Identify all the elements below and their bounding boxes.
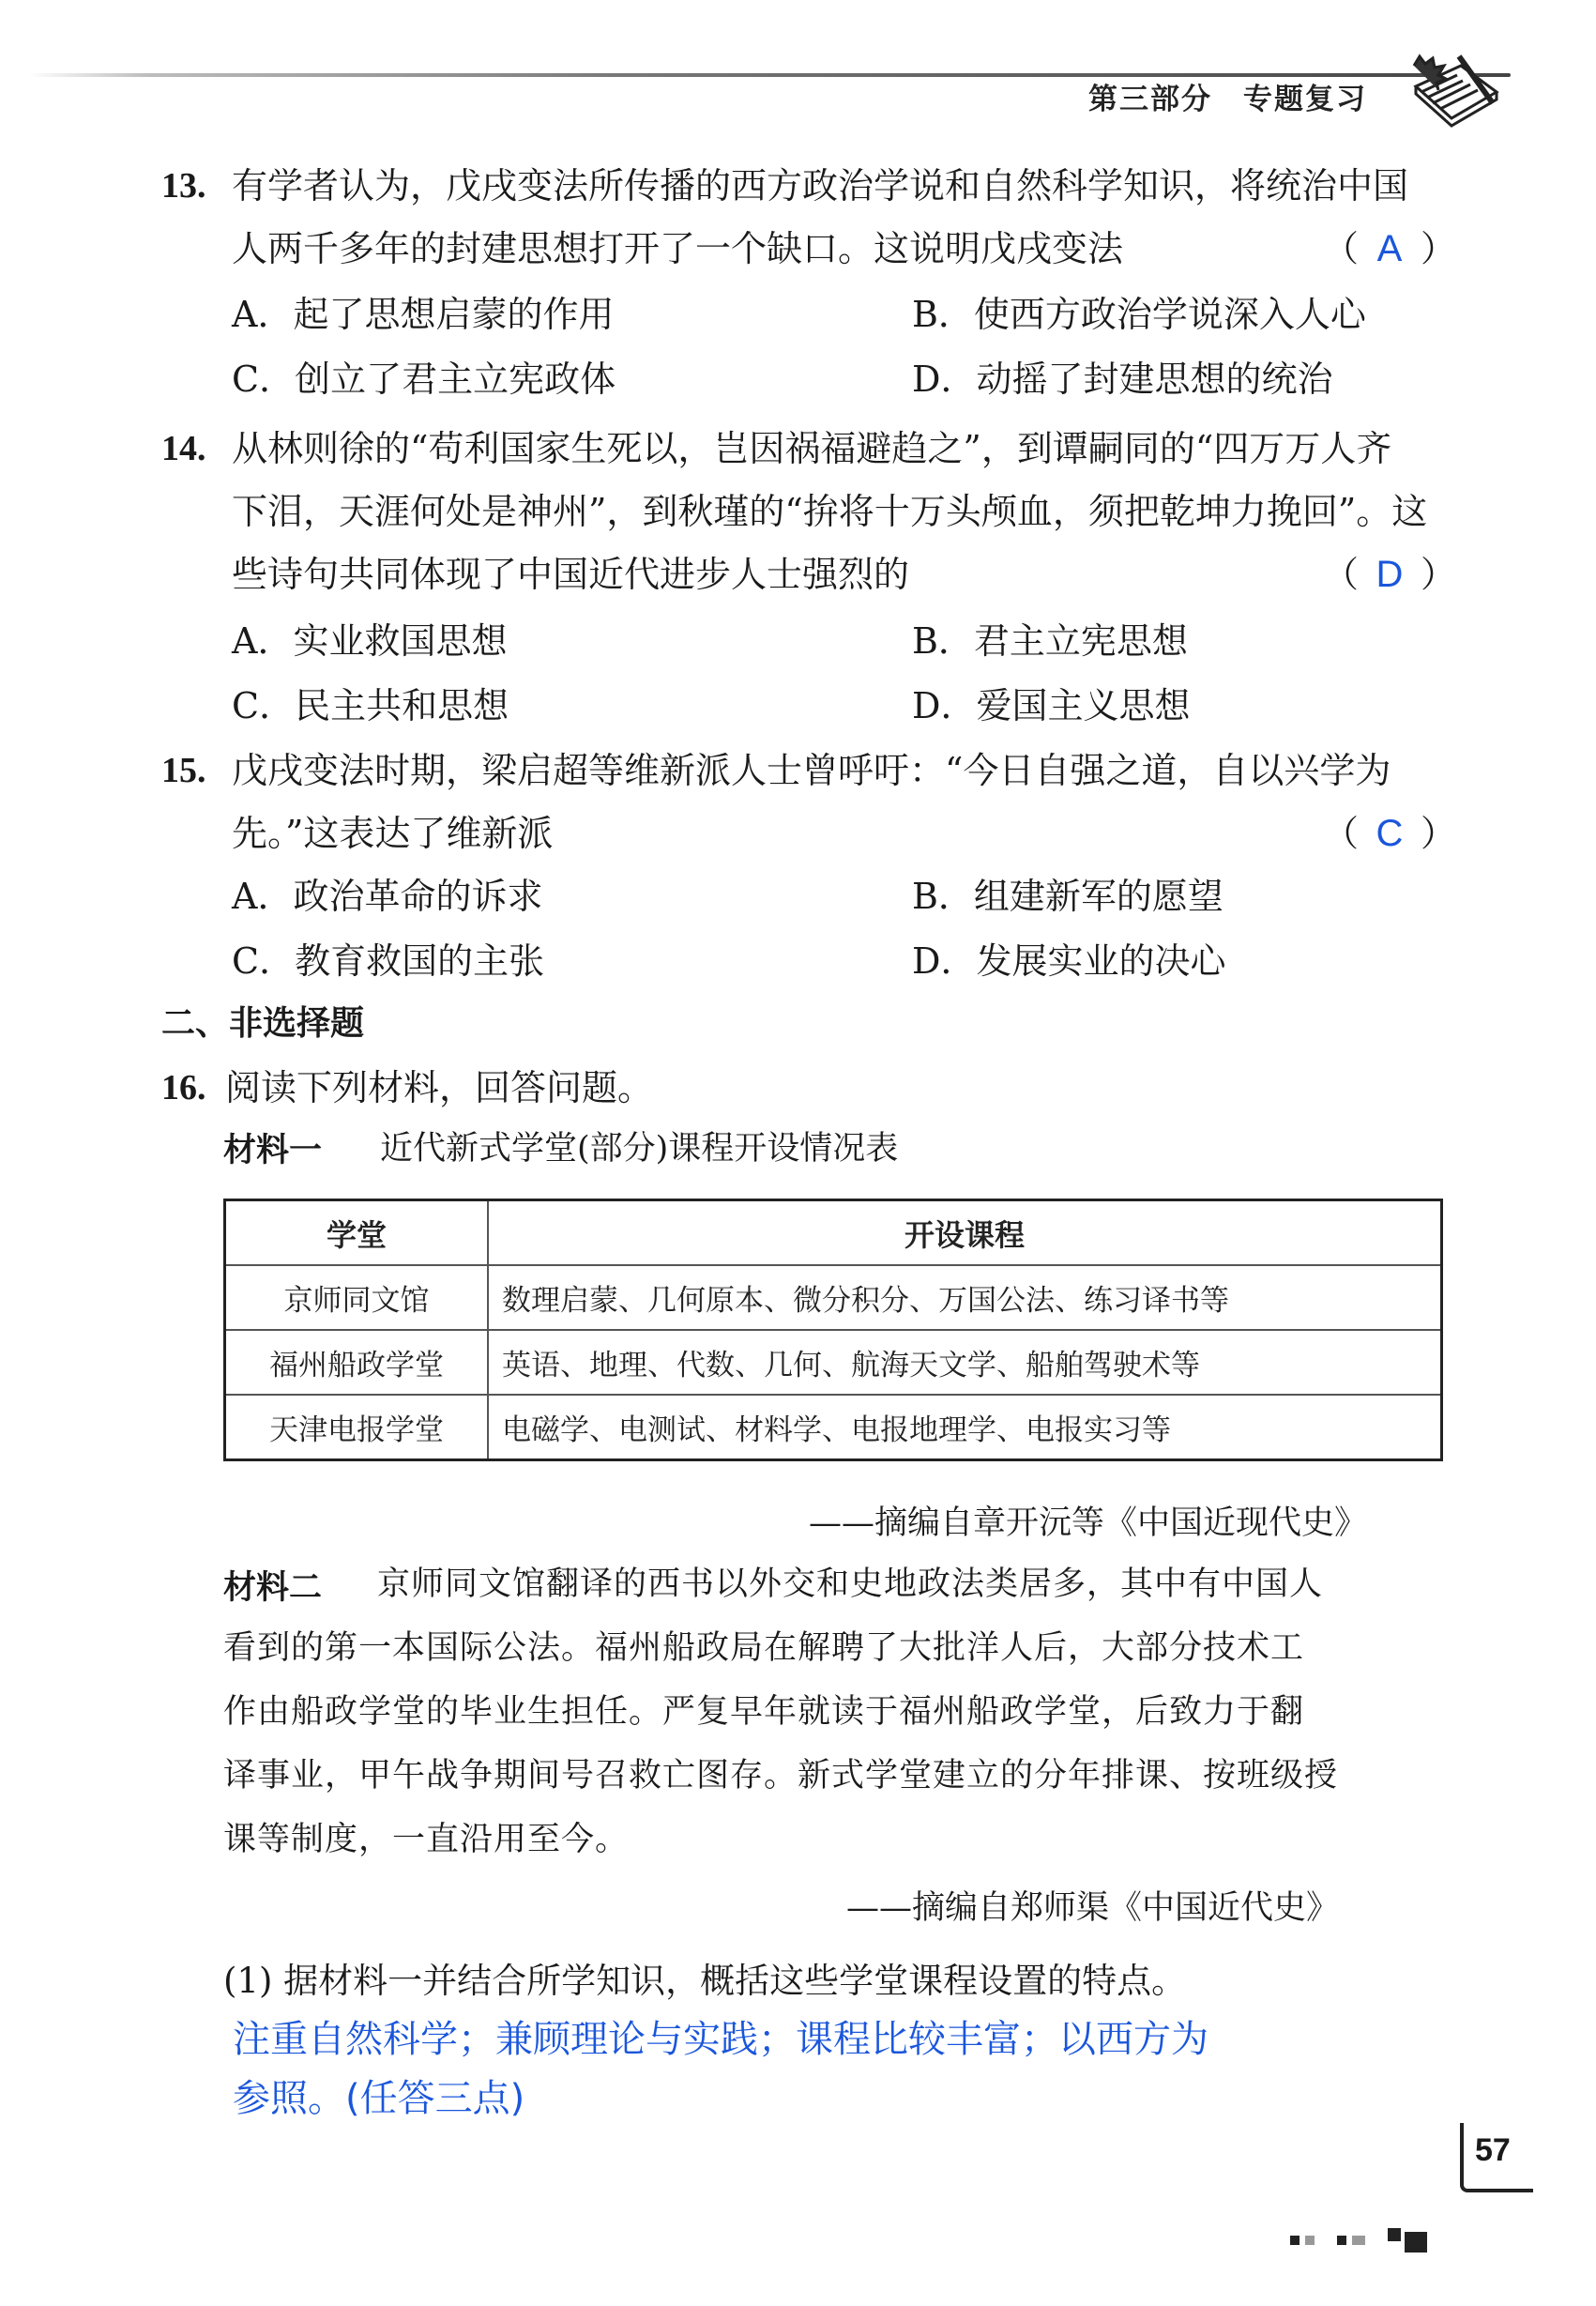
table-cell-school: 福州船政学堂: [225, 1330, 489, 1395]
question-number: 16.: [161, 1068, 206, 1107]
material-2-label: 材料二: [223, 1569, 323, 1607]
question-number: 13.: [161, 166, 206, 206]
question-stem-line: 下泪，天涯何处是神州”，到秋瑾的“拚将十万头颅血，须把乾坤力挽回”。这: [232, 491, 1428, 532]
paragraph-line: 京师同文馆翻译的西书以外交和史地政法类居多，其中有中国人: [377, 1565, 1324, 1603]
table-header-cell: 开设课程: [488, 1200, 1442, 1266]
course-table: [223, 1199, 1443, 1461]
question-stem-line: 从林则徐的“苟利国家生死以，岂因祸福避趋之”，到谭嗣同的“四万万人齐: [232, 428, 1392, 469]
table-cell-courses: 数理启蒙、几何原本、微分积分、万国公法、练习译书等: [488, 1265, 1442, 1330]
paragraph-line: 作由船政学堂的毕业生担任。严复早年就读于福州船政学堂，后致力于翻: [223, 1693, 1305, 1731]
decorative-dots: [1290, 2219, 1459, 2256]
answer-bracket: （ A ）: [1323, 218, 1456, 281]
sub-question-1: (1) 据材料一并结合所学知识，概括这些学堂课程设置的特点。: [223, 1961, 1187, 2001]
question-15: [161, 740, 1456, 993]
material-1-source: ——摘编自章开沅等《中国近现代史》: [809, 1504, 1368, 1542]
paragraph-line: 看到的第一本国际公法。福州船政局在解聘了大批洋人后，大部分技术工: [223, 1629, 1305, 1667]
notebook-pencil-icon: [1403, 45, 1506, 130]
table-row: [225, 1330, 1442, 1395]
option-a: A．起了思想启蒙的作用: [232, 294, 615, 335]
question-number: 14.: [161, 429, 206, 468]
table-header-cell: 学堂: [225, 1200, 489, 1266]
table-cell-school: 天津电报学堂: [225, 1395, 489, 1460]
handwritten-answer-line: 参照。(任答三点): [233, 2077, 525, 2120]
option-b: B．组建新军的愿望: [912, 876, 1224, 917]
option-a: A．政治革命的诉求: [232, 876, 543, 917]
table-row: [225, 1265, 1442, 1330]
material-1-label: 材料一: [223, 1132, 323, 1169]
material-2-text: [223, 1552, 1443, 1871]
question-14: [161, 418, 1456, 737]
option-b: B．使西方政治学说深入人心: [912, 294, 1366, 335]
answer-letter: D: [1376, 554, 1404, 595]
page-number: 57: [1475, 2132, 1511, 2168]
question-prompt: 阅读下列材料，回答问题。: [225, 1067, 654, 1108]
option-c: C．教育救国的主张: [232, 940, 545, 982]
question-13: [161, 155, 1456, 408]
question-stem-line: 人两千多年的封建思想打开了一个缺口。这说明戊戌变法: [232, 228, 1124, 269]
section-heading: 二、非选择题: [161, 1004, 365, 1043]
option-b: B．君主立宪思想: [912, 620, 1188, 662]
table-cell-school: 京师同文馆: [225, 1265, 489, 1330]
question-stem-line: 些诗句共同体现了中国近代进步人士强烈的: [232, 554, 910, 595]
question-number: 15.: [161, 751, 206, 790]
answer-letter: A: [1376, 228, 1403, 269]
handwritten-answer-line: 注重自然科学；兼顾理论与实践；课程比较丰富；以西方为: [233, 2018, 1208, 2061]
option-d: D．发展实业的决心: [912, 940, 1226, 982]
option-d: D．动摇了封建思想的统治: [912, 359, 1333, 400]
table-row: [225, 1395, 1442, 1460]
option-a: A．实业救国思想: [232, 620, 508, 662]
header-section-title: 第三部分 专题复习: [1088, 83, 1367, 116]
question-stem-line: 戊戌变法时期，梁启超等维新派人士曾呼吁：“今日自强之道，自以兴学为: [232, 750, 1391, 791]
material-2-source: ——摘编自郑师渠《中国近代史》: [846, 1889, 1340, 1927]
question-16: [161, 1057, 1456, 1122]
material-1-title: 近代新式学堂(部分)课程开设情况表: [380, 1130, 899, 1168]
option-c: C．创立了君主立宪政体: [232, 359, 616, 400]
question-stem-line: 先。”这表达了维新派: [232, 813, 554, 854]
option-d: D．爱国主义思想: [912, 685, 1191, 726]
answer-bracket: （ C ）: [1323, 802, 1456, 865]
answer-letter: C: [1376, 813, 1404, 854]
question-stem-line: 有学者认为，戊戌变法所传播的西方政治学说和自然科学知识，将统治中国: [232, 165, 1409, 206]
option-c: C．民主共和思想: [232, 685, 509, 726]
paragraph-line: 课等制度，一直沿用至今。: [223, 1821, 630, 1858]
paragraph-line: 译事业，甲午战争期间号召救亡图存。新式学堂建立的分年排课、按班级授: [223, 1757, 1339, 1794]
answer-bracket: （ D ）: [1323, 543, 1456, 606]
table-cell-courses: 英语、地理、代数、几何、航海天文学、船舶驾驶术等: [488, 1330, 1442, 1395]
table-cell-courses: 电磁学、电测试、材料学、电报地理学、电报实习等: [488, 1395, 1442, 1460]
table-header-row: [225, 1200, 1442, 1266]
